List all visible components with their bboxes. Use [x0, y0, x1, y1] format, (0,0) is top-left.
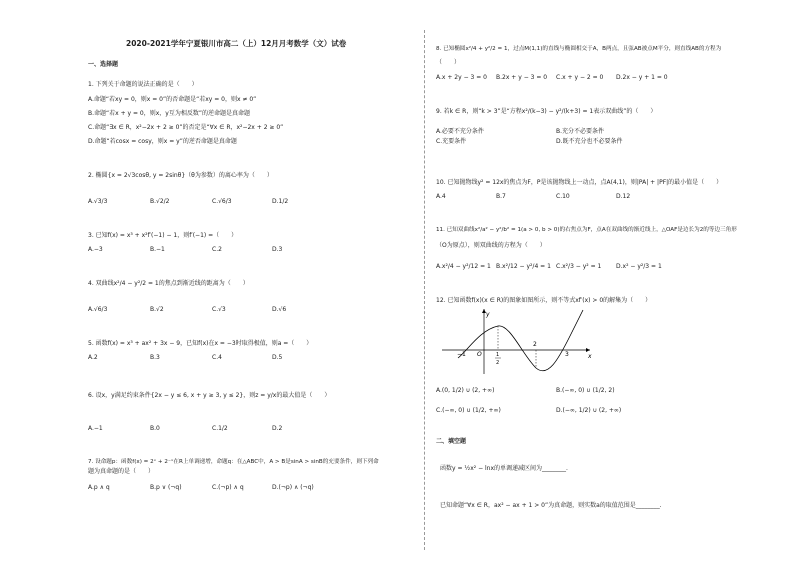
q5-option-c: C.4: [212, 354, 222, 361]
q5-option-b: B.3: [150, 354, 160, 361]
section-fill-heading: 二、填空题: [436, 438, 467, 445]
column-divider: [424, 30, 425, 550]
q5-option-a: A.2: [88, 354, 98, 361]
q11-option-c: C.x²/3 − y² = 1: [556, 263, 602, 270]
q8-option-c: C.x + y − 2 = 0: [556, 74, 604, 81]
q8-option-b: B.2x + y − 3 = 0: [496, 74, 548, 81]
question-8-cont: （ ）: [436, 59, 461, 66]
q6-option-a: A.−1: [88, 425, 103, 432]
q4-option-b: B.√2: [150, 306, 164, 313]
tick-2: 2: [533, 341, 537, 348]
question-7: 7. 设命题p：函数f(x) = 2ˣ + 2⁻ˣ在R上单调递增，命题q：在△ABC中，A > B是sinA > sinB的充要条件，则下列命: [88, 459, 379, 465]
q9-option-d: D.既不充分也不必要条件: [556, 138, 623, 145]
x-axis-label: x: [588, 353, 592, 360]
function-graph: [440, 306, 600, 376]
q7-option-c: C.(¬p) ∧ q: [212, 484, 244, 491]
question-2: 2. 椭圆{x = 2√3cosθ, y = 2sinθ}（θ为参数）的离心率为（ ）: [88, 172, 273, 179]
question-3: 3. 已知f(x) = x³ + x²f′(−1) − 1，则f′(−1) =（ ）: [88, 232, 238, 239]
q7-option-a: A.p ∧ q: [88, 484, 110, 491]
x-axis-arrow: [586, 348, 590, 352]
tick-half-num: 1: [496, 352, 500, 358]
q2-option-c: C.√6/3: [212, 198, 232, 205]
question-8: 8. 已知椭圆x²/4 + y²/2 = 1，过点M(1,1)的直线与椭圆相交于A，B两点，且弦AB被点M平分，则直线AB的方程为: [436, 46, 722, 52]
q10-option-c: C.10: [556, 193, 570, 200]
q7-option-b: B.p ∨ (¬q): [150, 484, 182, 491]
q5-option-d: D.5: [272, 354, 283, 361]
q3-option-d: D.3: [272, 246, 283, 253]
q4-option-a: A.√6/3: [88, 306, 108, 313]
fill-question-1: 函数y = ½x² − lnx的单调递减区间为________.: [440, 465, 568, 472]
tick-3: 3: [565, 351, 569, 358]
q1-option-b: B.命题“若x + y = 0，则x，y互为相反数”的逆命题是真命题: [88, 110, 250, 117]
q3-option-c: C.2: [212, 246, 222, 253]
q1-option-c: C.命题“∃x ∈ R，x²−2x + 2 ≥ 0”的否定是“∀x ∈ R，x²−2x + 2 ≥ 0”: [88, 124, 284, 131]
q7-option-d: D.(¬p) ∧ (¬q): [272, 484, 314, 491]
q6-option-b: B.0: [150, 425, 160, 432]
question-10: 10. 已知抛物线y² = 12x的焦点为F，P是该抛物线上一动点，点A(4,1)，则|PA| + |PF|的最小值是（ ）: [436, 179, 723, 186]
q2-option-d: D.1/2: [272, 198, 289, 205]
q8-option-a: A.x + 2y − 3 = 0: [436, 74, 487, 81]
function-curve: [458, 310, 583, 371]
q11-option-b: B.x²/12 − y²/4 = 1: [496, 263, 551, 270]
question-6: 6. 设x，y满足约束条件{2x − y ≤ 6, x + y ≥ 3, y ≤ 2}，则z = y/x的最大值是（ ）: [88, 392, 331, 399]
q9-option-a: A.必要不充分条件: [436, 128, 484, 135]
question-11-cont: （O为原点），则双曲线的方程为（ ）: [436, 242, 546, 249]
q3-option-a: A.−3: [88, 246, 103, 253]
q4-option-d: D.√6: [272, 306, 287, 313]
q2-option-a: A.√3/3: [88, 198, 108, 205]
q10-option-b: B.7: [496, 193, 506, 200]
origin-label: O: [477, 351, 482, 358]
tick-half-den: 2: [496, 360, 500, 366]
page-title: 2020-2021学年宁夏银川市高二（上）12月月考数学（文）试卷: [126, 39, 347, 48]
q1-option-a: A.命题“若xy = 0，则x = 0”的否命题是“若xy = 0，则x ≠ 0”: [88, 96, 257, 103]
q1-option-d: D.命题“若cosx = cosy，则x = y”的逆否命题是真命题: [88, 138, 237, 145]
q3-option-b: B.−1: [150, 246, 165, 253]
section-choice-heading: 一、选择题: [88, 61, 119, 68]
q4-option-c: C.√3: [212, 306, 226, 313]
question-5: 5. 函数f(x) = x³ + ax² + 3x − 9，已知f(x)在x = −3时取得极值，则a =（ ）: [88, 340, 313, 347]
q10-option-d: D.12: [616, 193, 631, 200]
question-9: 9. 若k ∈ R，则“k > 3”是“方程x²/(k−3) − y²/(k+3) = 1表示双曲线”的（ ）: [436, 108, 657, 115]
q10-option-a: A.4: [436, 193, 446, 200]
fill-question-2: 已知命题“∀x ∈ R，ax² − ax + 1 > 0”为真命题，则实数a的取值范围是________.: [440, 502, 662, 509]
q6-option-d: D.2: [272, 425, 283, 432]
q12-option-c: C.(−∞, 0) ∪ (1/2, +∞): [436, 407, 501, 414]
tick-neg1: −1: [457, 351, 466, 358]
question-7-cont: 题为真命题的是（ ）: [88, 468, 155, 475]
q11-option-d: D.x² − y²/3 = 1: [616, 263, 662, 270]
q12-option-d: D.(−∞, 1/2) ∪ (2, +∞): [556, 407, 622, 414]
question-4: 4. 双曲线x²/4 − y²/2 = 1的焦点到渐近线的距离为（ ）: [88, 280, 249, 287]
q12-option-a: A.(0, 1/2) ∪ (2, +∞): [436, 387, 495, 394]
y-axis-label: y: [486, 311, 490, 318]
q8-option-d: D.2x − y + 1 = 0: [616, 74, 668, 81]
q6-option-c: C.1/2: [212, 425, 228, 432]
question-12: 12. 已知函数f(x)(x ∈ R)的图象如图所示，则不等式xf′(x) > 0的解集为（ ）: [436, 297, 652, 304]
q9-option-b: B.充分不必要条件: [556, 128, 605, 135]
question-1: 1. 下列关于命题的说法正确的是（ ）: [88, 81, 198, 88]
q11-option-a: A.x²/4 − y²/12 = 1: [436, 263, 491, 270]
q2-option-b: B.√2/2: [150, 198, 170, 205]
question-11: 11. 已知双曲线x²/a² − y²/b² = 1(a > 0, b > 0)的右焦点为F，点A在双曲线的渐近线上，△OAF是边长为2的等边三角形: [436, 227, 737, 233]
q12-option-b: B.(−∞, 0) ∪ (1/2, 2): [556, 387, 615, 394]
q9-option-c: C.充要条件: [436, 138, 467, 145]
